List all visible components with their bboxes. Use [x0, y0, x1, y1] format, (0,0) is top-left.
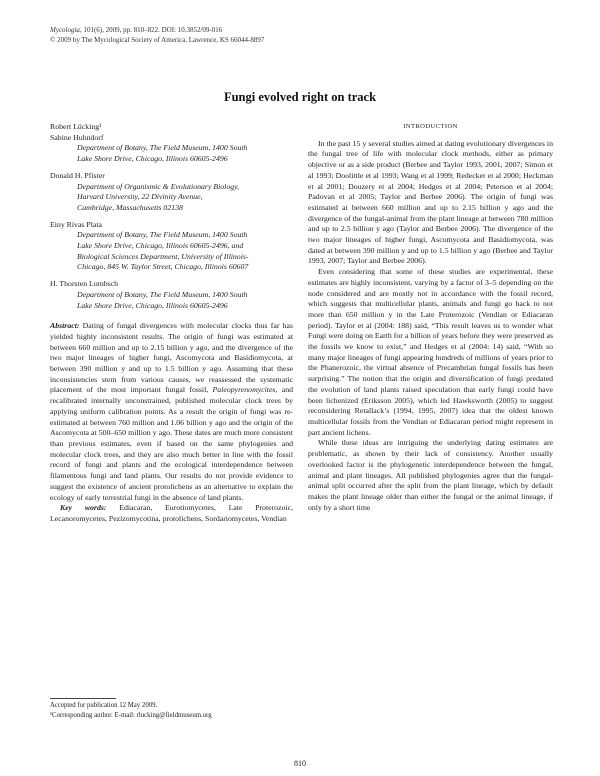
article-title: Fungi evolved right on track — [223, 90, 377, 104]
footnotes — [50, 701, 295, 720]
author-name: Donald H. Pfister — [50, 170, 105, 180]
affiliation-line: Department of Botany, The Field Museum, 1400 South — [77, 230, 248, 240]
copyright-line: © 2009 by The Mycological Society of America, Lawrence, KS 66044-8897 — [50, 35, 265, 44]
author-affiliation — [77, 182, 293, 214]
affiliation-line: Department of Botany, The Field Museum, 1400 South — [77, 289, 248, 299]
journal-name: Mycologia — [50, 26, 80, 34]
affiliation-line: Cambridge, Massachusetts 02138 — [77, 202, 183, 212]
footnote-rule — [50, 698, 116, 699]
abstract — [50, 321, 293, 503]
journal-citation: , 101(6), 2009, pp. 810–822. DOI: 10.3852/09-016 — [79, 26, 223, 34]
affiliation-line: Department of Botany, The Field Museum, 1400 South — [77, 143, 248, 153]
affiliation-line: Lake Shore Drive, Chicago, Illinois 60605-2496 — [77, 300, 228, 310]
affiliation-line: Department of Organismic & Evolutionary Biology, — [77, 181, 240, 191]
accepted-note: Accepted for publication 12 May 2009. — [50, 702, 158, 709]
abstract-text: Dating of fungal divergences with molecular clocks thus far has yielded highly inconsistent results. The origin of fungi was estimated at between 660 million and up to 2.15 billion y ago, and the divergence of the two major lineages of higher fungi, Ascomycota and Basidiomycota, at between 390 million y and up to 1.5 billion y ago. Assuming that these inconsistencies stem from various causes, we reassessed the systematic placement of the most important fungal fossil, — [50, 321, 293, 395]
abstract-label: Abstract: — [50, 321, 80, 331]
keywords-label: Key words: — [60, 503, 107, 513]
intro-paragraph: In the past 15 y several studies aimed at dating evolutionary divergences in the fungal tree of life with molecular clock methods, either as primary objective or as a side product (Berbee and Taylor 1993, 2001, 2007; Simon et al 1993; Doolittle et al 1993; Wang et al 1999; Redecker et al 2000; Heckman et al 2001; Douzery et al 2004; Hedges et al 2004; Peterson et al 2004; Padovan et al 2005; Taylor and Berbee 2006). The origin of fungi was estimated at between 660 million and up to 2.15 billion y ago and the divergence of the fungal-animal from the plant lineage at between 780 million and up to 2.5 billion y ago (Taylor and Berbee 2006). The divergence of the two major lineages of higher fungi, Ascomycota and Basidiomycota, was dated at between 390 million y and up to 1.5 billion y ago (Berbee and Taylor 1993, 2007; Taylor and Berbee 2006). — [308, 138, 553, 266]
affiliation-line: Harvard University, 22 Divinity Avenue, — [77, 192, 203, 202]
left-column — [50, 122, 293, 525]
author-name: H. Thorsten Lumbsch — [50, 279, 119, 289]
fossil-name: Paleopyrenomycites — [212, 385, 276, 395]
author-name: Einy Rivas Plata — [50, 219, 102, 229]
author-name: Sabine Huhndorf — [50, 132, 104, 142]
corresponding-author-note: ¹Corresponding author. E-mail: rlucking@fieldmuseum.org — [50, 711, 212, 719]
affiliation-line: Chicago, 845 W. Taylor Street, Chicago, Illinois 60607 — [77, 262, 249, 272]
author-affiliation — [77, 290, 293, 311]
journal-header — [50, 26, 264, 45]
author-affiliation — [77, 230, 293, 273]
author-affiliation — [77, 143, 293, 164]
page-number: 810 — [294, 759, 306, 768]
intro-paragraph: Even considering that some of these studies are experimental, these estimates are highly inconsistent, varying by a factor of 3–5 depending on the node considered and are mostly not in accordance with the fossil record, which suggests that multicellular plants, animals and fungi go back to not more than 650 million y in the Late Proterozoic (Vendian or Ediacaran period). Taylor et al (2004: 188) said, “This result leaves us to wonder what Fungi were doing on Earth for a billion of years before they were preserved as the fossils we know to exist,” and Hedges et al (2004: 14) said, “With so many major lineages of fungi appearing hundreds of millions of years prior to the Phanerozoic, the virtual absence of Precambrian fungal fossils has been surprising.” The notion that the origin and diversification of fungi predated the evolution of land plants raised speculation that early fungi could have been lichenized (Eriksson 2005), which led Hawksworth (2005) to suggest reconsidering Retallack’s (1994, 1995, 2007) idea that the oldest known multicellular fossils from the Vendian or Ediacaran period might represent in part ancient lichens. — [308, 267, 553, 437]
intro-paragraph: While these ideas are intriguing the underlying dating estimates are problematic, as shown by their lack of consistency. Another usually overlooked factor is the phylogenetic interdependence between the fungal, animal and plant lineages. All published phylogenies agree that the fungal-animal split occurred after the split from the plant lineage, which by default makes the plant lineage older than either the fungal or the animal lineage, if only by a short time — [308, 438, 553, 512]
affiliation-line: Biological Sciences Department, University of Illinois- — [77, 251, 249, 261]
affiliation-line: Lake Shore Drive, Chicago, Illinois 60605-2496, and — [77, 241, 244, 251]
affiliation-line: Lake Shore Drive, Chicago, Illinois 60605-2496 — [77, 154, 228, 164]
author-block — [50, 122, 293, 311]
author-name: Robert Lücking¹ — [50, 122, 102, 131]
abstract-text-cont: , and recalibrated internally unconstrained, published molecular clock trees by applying uniform calibration points. As a result the origin of fungi was re-estimated at between 760 million and 1.06 billion y ago and the origin of the Ascomycota at 500–650 million y ago. These dates are much more consistent than previous estimates, even if based on the same phylogenies and molecular clock trees, and they are also much better in line with the fossil record of fungi and plants and the ecological interdependence between filamentous fungi and land plants. Our results do not provide evidence to suggest the existence of ancient protolichens as an alternative to explain the ecology of early terrestrial fungi in the absence of land plants. — [50, 385, 293, 502]
right-column — [308, 122, 553, 513]
section-heading-introduction: INTRODUCTION — [403, 123, 458, 130]
keywords — [50, 503, 293, 524]
keywords-text: Ediacaran, Eurotiomycetes, Late Proterozoic, Lecanoromycetes, Pezizomycotina, protolichens, Sordariomycetes, Vendian — [50, 503, 294, 523]
